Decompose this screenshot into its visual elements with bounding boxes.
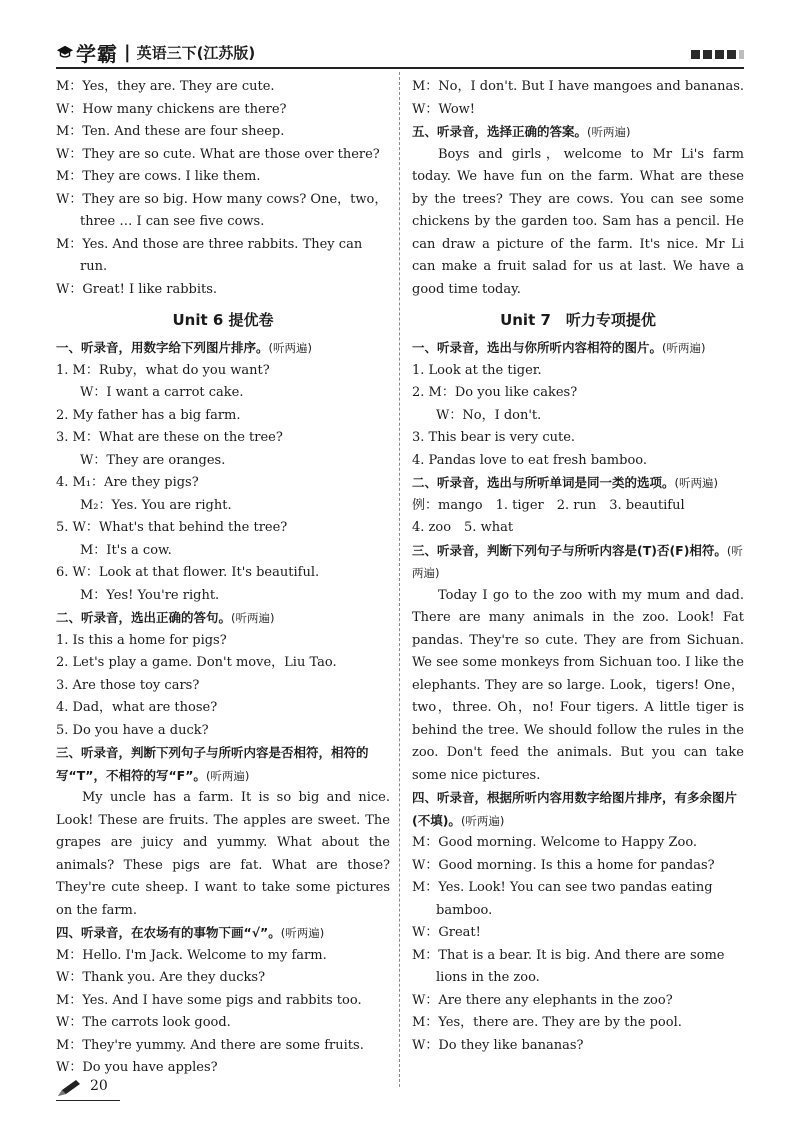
dialogue-block — [56, 76, 390, 301]
section-heading: 四、听录音，在农场有的事物下画“√”。(听两遍) — [56, 925, 325, 940]
list-item: 1. Is this a home for pigs? — [56, 632, 227, 648]
column-divider — [399, 72, 400, 1087]
list-item: 4. M₁：Are they pigs? — [56, 475, 199, 490]
dialogue-line: M：Yes，they are. They are cute. — [56, 79, 275, 94]
section-heading: 三、听录音，判断下列句子与所听内容是(T)否(F)相符。(听两遍) — [412, 542, 743, 580]
dialogue-line: W：They are so cute. What are those over there? — [56, 146, 380, 162]
book-title: 英语三下(江苏版) — [136, 43, 256, 62]
list-item: 5. W：What's that behind the tree? — [56, 520, 288, 535]
list-item: 1. Look at the tiger. — [412, 362, 542, 378]
dialogue-line: M：Good morning. Welcome to Happy Zoo. — [412, 835, 698, 850]
dialogue-line: M：That is a bear. It is big. And there are some lions in the zoo. — [412, 947, 725, 985]
section-heading: 三、听录音，判断下列句子与所听内容是否相符，相符的写“T”，不相符的写“F”。(听两遍) — [56, 745, 369, 783]
section-heading: 五、听录音，选择正确的答案。(听两遍) — [412, 124, 631, 139]
list-item: M₂：Yes. You are right. — [80, 497, 232, 513]
list-item: M：It's a cow. — [80, 542, 172, 558]
section-heading: 二、听录音，选出与所听单词是同一类的选项。(听两遍) — [412, 475, 718, 490]
list-item: 4. Pandas love to eat fresh bamboo. — [412, 452, 648, 468]
dialogue-line: W：How many chickens are there? — [56, 101, 287, 117]
dialogue-line: M：Yes. And I have some pigs and rabbits too. — [56, 992, 362, 1008]
list-item: W：I want a carrot cake. — [80, 385, 244, 400]
graduation-cap-icon — [56, 43, 74, 61]
pencil-icon — [56, 1078, 82, 1098]
dialogue-line: W：Good morning. Is this a home for pandas? — [412, 857, 715, 873]
unit-title: Unit 7 听力专项提优 — [500, 311, 656, 329]
header-rule — [56, 67, 744, 69]
header-separator: | — [124, 41, 131, 63]
list-item: 5. Do you have a duck? — [56, 722, 209, 738]
list-item: 4. Dad，what are those? — [56, 700, 218, 715]
section-heading: 二、听录音，选出正确的答句。(听两遍) — [56, 610, 275, 625]
dialogue-line: W：Do they like bananas? — [412, 1037, 584, 1053]
list-item: 3. M：What are these on the tree? — [56, 430, 283, 445]
brand — [56, 38, 255, 66]
header-squares — [691, 50, 744, 59]
paragraph: Boys and girls，welcome to Mr Li's farm today. We have fun on the farm. What are these by the trees? They are cows. You can see some chickens by the garden too. Sam has a pencil. He can draw a picture of the farm. It's nice. Mr Li can make a fruit salad for us at last. We have a good time today. — [412, 146, 744, 297]
dialogue-line: M：Hello. I'm Jack. Welcome to my farm. — [56, 947, 327, 963]
dialogue-line: W：Great! I like rabbits. — [56, 281, 218, 297]
dialogue-line: M：Yes. Look! You can see two pandas eating bamboo. — [412, 880, 713, 918]
list-item: 例：mango 1. tiger 2. run 3. beautiful — [412, 497, 685, 513]
list-item: W：They are oranges. — [80, 452, 226, 468]
right-column — [412, 76, 744, 1057]
section-heading: 四、听录音，根据所听内容用数字给图片排序，有多余图片(不填)。(听两遍) — [412, 790, 738, 828]
dialogue-line: W：Do you have apples? — [56, 1060, 218, 1075]
list-item: 6. W：Look at that flower. It's beautiful. — [56, 565, 320, 580]
section-heading: 一、听录音，选出与你所听内容相符的图片。(听两遍) — [412, 340, 706, 355]
left-column — [56, 76, 390, 1080]
unit-title: Unit 6 提优卷 — [172, 311, 274, 329]
dialogue-line: M：Yes. And those are three rabbits. They can run. — [56, 236, 363, 274]
footer-rule — [56, 1100, 120, 1101]
dialogue-line: W：Great! — [412, 925, 481, 940]
page-number: 20 — [90, 1078, 108, 1094]
dialogue-line: M：Yes，there are. They are by the pool. — [412, 1015, 682, 1030]
dialogue-line: W：The carrots look good. — [56, 1015, 231, 1030]
list-item: W：No，I don't. — [436, 407, 542, 423]
list-item: 4. zoo 5. what — [412, 520, 514, 535]
dialogue-line: M：No，I don't. But I have mangoes and bananas. — [412, 79, 745, 94]
dialogue-line: W：Wow! — [412, 101, 476, 117]
dialogue-line: W：Thank you. Are they ducks? — [56, 970, 266, 985]
dialogue-line: M：They're yummy. And there are some fruits. — [56, 1037, 364, 1053]
page-footer — [56, 1076, 156, 1106]
dialogue-line: M：They are cows. I like them. — [56, 169, 261, 184]
dialogue-line: M：Ten. And these are four sheep. — [56, 124, 285, 139]
page-header — [56, 34, 744, 68]
dialogue-line: W：They are so big. How many cows? One，two，three … I can see five cows. — [56, 191, 388, 229]
brand-logo: 学霸 — [76, 41, 118, 66]
list-item: 3. Are those toy cars? — [56, 677, 200, 693]
list-item: 2. My father has a big farm. — [56, 407, 241, 423]
list-item: 1. M：Ruby，what do you want? — [56, 362, 270, 378]
dialogue-line: W：Are there any elephants in the zoo? — [412, 992, 673, 1008]
list-item: 2. M：Do you like cakes? — [412, 385, 578, 400]
paragraph: Today I go to the zoo with my mum and dad. There are many animals in the zoo. Look! Fat pandas. They're so cute. They are from Sichuan. We see some monkeys from Sichuan too. I like the elephants. They are so large. Look，tigers! One，two，three. Oh，no! Four tigers. A little tiger is behind the tree. We should follow the rules in the zoo. Don't feed the animals. But you can take some nice pictures. — [412, 587, 744, 783]
list-item: 3. This bear is very cute. — [412, 430, 576, 445]
section-heading: 一、听录音，用数字给下列图片排序。(听两遍) — [56, 340, 312, 355]
list-item: M：Yes! You're right. — [80, 587, 220, 603]
paragraph: My uncle has a farm. It is so big and nice. Look! These are fruits. The apples are sweet. The grapes are juicy and yummy. What about the animals? These pigs are fat. What are those? They're cute sheep. I want to take some pictures on the farm. — [56, 790, 390, 918]
list-item: 2. Let's play a game. Don't move，Liu Tao. — [56, 655, 337, 670]
